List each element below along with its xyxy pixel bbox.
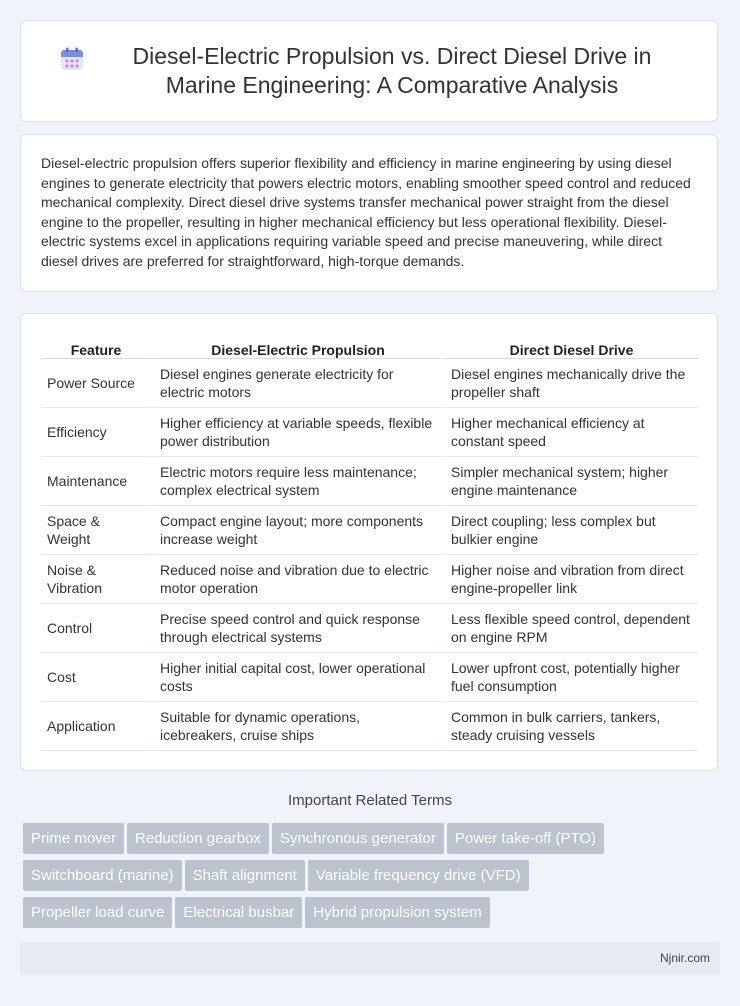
footer — [20, 942, 720, 975]
diesel-electric-cell: Suitable for dynamic operations, icebreakers, cruise ships — [151, 702, 442, 751]
title-wrap — [59, 42, 679, 100]
feature-cell: Noise & Vibration — [41, 555, 151, 604]
diesel-electric-cell: Higher initial capital cost, lower operational costs — [151, 653, 442, 702]
header-feature: Feature — [41, 334, 151, 359]
table-row — [41, 604, 698, 653]
feature-cell: Maintenance — [41, 457, 151, 506]
header-direct-diesel: Direct Diesel Drive — [442, 334, 698, 359]
related-terms-list — [23, 823, 723, 934]
table-row — [41, 702, 698, 751]
related-term-tag[interactable]: Electrical busbar — [175, 897, 302, 928]
table-row — [41, 457, 698, 506]
related-term-tag[interactable]: Hybrid propulsion system — [305, 897, 489, 928]
table-row — [41, 408, 698, 457]
feature-cell: Efficiency — [41, 408, 151, 457]
direct-diesel-cell: Higher noise and vibration from direct engine-propeller link — [442, 555, 698, 604]
direct-diesel-cell: Direct coupling; less complex but bulkier engine — [442, 506, 698, 555]
title-card — [20, 20, 718, 122]
direct-diesel-cell: Simpler mechanical system; higher engine maintenance — [442, 457, 698, 506]
table-row — [41, 555, 698, 604]
related-term-tag[interactable]: Power take-off (PTO) — [447, 823, 604, 854]
table-row — [41, 653, 698, 702]
page-title: Diesel-Electric Propulsion vs. Direct Diesel Drive in Marine Engineering: A Comparative Analysis — [132, 43, 652, 98]
related-term-tag[interactable]: Synchronous generator — [272, 823, 444, 854]
summary-paragraph: Diesel-electric propulsion offers superior flexibility and efficiency in marine engineering by using diesel engines to generate electricity that powers electric motors, enabling smoother speed control and reduced mechanical complexity. Direct diesel drive systems transfer mechanical power straight from the diesel engine to the propeller, resulting in higher mechanical efficiency but less operational flexibility. Diesel-electric systems excel in applications requiring variable speed and precise maneuvering, while direct diesel drives are preferred for straightforward, high-torque demands. — [41, 155, 691, 269]
direct-diesel-cell: Common in bulk carriers, tankers, steady cruising vessels — [442, 702, 698, 751]
related-terms-heading: Important Related Terms — [288, 792, 452, 809]
feature-cell: Power Source — [41, 359, 151, 408]
diesel-electric-cell: Higher efficiency at variable speeds, flexible power distribution — [151, 408, 442, 457]
related-term-tag[interactable]: Shaft alignment — [185, 860, 305, 891]
comparison-table — [41, 334, 698, 751]
feature-cell: Cost — [41, 653, 151, 702]
direct-diesel-cell: Less flexible speed control, dependent on engine RPM — [442, 604, 698, 653]
related-term-tag[interactable]: Variable frequency drive (VFD) — [308, 860, 529, 891]
diesel-electric-cell: Compact engine layout; more components increase weight — [151, 506, 442, 555]
header-diesel-electric: Diesel-Electric Propulsion — [151, 334, 442, 359]
related-term-tag[interactable]: Prime mover — [23, 823, 124, 854]
calendar-icon — [59, 46, 85, 72]
related-term-tag[interactable]: Propeller load curve — [23, 897, 172, 928]
direct-diesel-cell: Higher mechanical efficiency at constant speed — [442, 408, 698, 457]
feature-cell: Control — [41, 604, 151, 653]
direct-diesel-cell: Lower upfront cost, potentially higher fuel consumption — [442, 653, 698, 702]
summary-card — [20, 134, 718, 292]
table-header-row — [41, 334, 698, 359]
table-row — [41, 506, 698, 555]
table-row — [41, 359, 698, 408]
diesel-electric-cell: Precise speed control and quick response through electrical systems — [151, 604, 442, 653]
diesel-electric-cell: Electric motors require less maintenance; complex electrical system — [151, 457, 442, 506]
diesel-electric-cell: Reduced noise and vibration due to electric motor operation — [151, 555, 442, 604]
feature-cell: Application — [41, 702, 151, 751]
related-term-tag[interactable]: Switchboard (marine) — [23, 860, 182, 891]
diesel-electric-cell: Diesel engines generate electricity for electric motors — [151, 359, 442, 408]
footer-site-link[interactable]: Njnir.com — [659, 951, 710, 965]
feature-cell: Space & Weight — [41, 506, 151, 555]
related-term-tag[interactable]: Reduction gearbox — [127, 823, 269, 854]
comparison-table-card — [20, 313, 718, 771]
direct-diesel-cell: Diesel engines mechanically drive the propeller shaft — [442, 359, 698, 408]
